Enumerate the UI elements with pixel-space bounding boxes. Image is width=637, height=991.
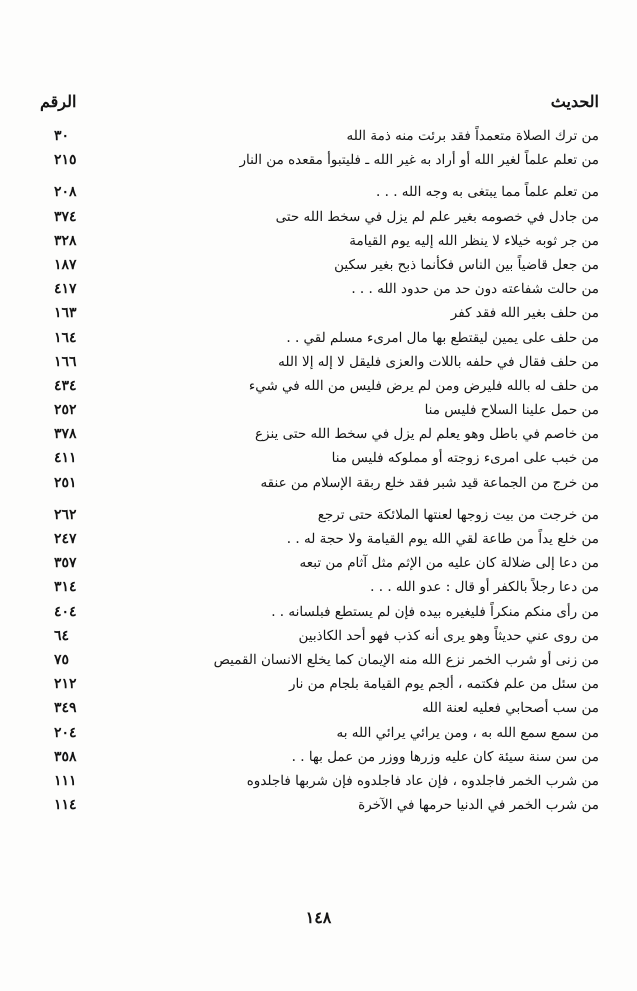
- table-row: [40, 600, 599, 624]
- hadith-text: من سب أصحابي فعليه لعنة الله: [422, 700, 599, 717]
- hadith-text: من تعلم علماً مما يبتغى به وجه الله . . .: [376, 184, 599, 201]
- hadith-number: ٣١٤: [54, 579, 77, 596]
- hadith-number: ١١٤: [54, 797, 77, 814]
- hadith-text: من خبب على امرىء زوجته أو مملوكه فليس منا: [331, 450, 599, 467]
- hadith-text: من شرب الخمر في الدنيا حرمها في الآخرة: [358, 797, 599, 814]
- table-row: [40, 503, 599, 527]
- table-row: [40, 301, 599, 325]
- hadith-text: من زنى أو شرب الخمر نزع الله منه الإيمان كما يخلع الانسان القميص: [213, 651, 599, 668]
- hadith-number: ١٦٣: [54, 305, 77, 322]
- table-row: [40, 769, 599, 793]
- hadith-number: ٢٥١: [54, 474, 77, 491]
- hadith-number: ١٦٤: [54, 329, 77, 346]
- hadith-text: من خرج من الجماعة قيد شبر فقد خلع ربقة الإسلام من عنقه: [260, 474, 599, 491]
- hadith-number: ١٦٦: [54, 353, 77, 370]
- hadith-index-list: [40, 124, 599, 817]
- hadith-text: من سئل من علم فكتمه ، ألجم يوم القيامة بلجام من نار: [288, 676, 599, 693]
- table-row: [40, 672, 599, 696]
- hadith-text: من رأى منكم منكراً فليغيره بيده فإن لم يستطع فبلسانه . .: [271, 603, 599, 620]
- table-row: [40, 575, 599, 599]
- hadith-text: من حلف فقال في حلفه باللات والعزى فليقل لا إله إلا الله: [278, 353, 599, 370]
- hadith-number: ٤٣٤: [54, 377, 77, 394]
- hadith-text: من روى عني حديثاً وهو يرى أنه كذب فهو أحد الكاذبين: [298, 627, 599, 644]
- table-row: [40, 253, 599, 277]
- hadith-text: من خاصم في باطل وهو يعلم لم يزل في سخط الله حتى ينزع: [254, 426, 599, 443]
- table-row: [40, 374, 599, 398]
- hadith-text: من حلف له بالله فليرض ومن لم يرض فليس من الله في شيء: [248, 377, 599, 394]
- hadith-number: ٣٥٧: [54, 555, 77, 572]
- hadith-text: من جعل قاضياً بين الناس فكأنما ذبح بغير سكين: [334, 256, 599, 273]
- hadith-text: من حلف بغير الله فقد كفر: [450, 305, 599, 322]
- hadith-number: ٢٠٨: [54, 184, 77, 201]
- table-row: [40, 350, 599, 374]
- hadith-number: ٣٥٨: [54, 748, 77, 765]
- table-row: [40, 205, 599, 229]
- table-row: [40, 229, 599, 253]
- table-row: [40, 793, 599, 817]
- table-row: [40, 648, 599, 672]
- hadith-text: من حالت شفاعته دون حد من حدود الله . . .: [351, 281, 599, 298]
- table-row: [40, 527, 599, 551]
- table-row: [40, 422, 599, 446]
- table-row: [40, 277, 599, 301]
- hadith-text: من خلع يداً من طاعة لقي الله يوم القيامة ولا حجة له . .: [286, 531, 599, 547]
- table-row: [40, 446, 599, 470]
- table-row: [40, 696, 599, 720]
- table-row: [40, 471, 599, 495]
- hadith-number: ٢١٥: [54, 152, 77, 169]
- table-row: [40, 180, 599, 204]
- hadith-number: ٣٢٨: [54, 232, 77, 249]
- hadith-number: ١١١: [54, 772, 77, 789]
- hadith-number: ٢٥٢: [54, 402, 77, 419]
- hadith-text: من سن سنة سيئة كان عليه وزرها ووزر من عمل بها . .: [291, 748, 599, 765]
- hadith-number: ٢٠٤: [54, 724, 77, 741]
- hadith-text: من ترك الصلاة متعمداً فقد برئت منه ذمة الله: [346, 128, 599, 144]
- hadith-number: ٤١١: [54, 450, 77, 467]
- table-row: [40, 326, 599, 350]
- hadith-number: ٢٤٧: [54, 531, 77, 547]
- hadith-text: من جادل في خصومه بغير علم لم يزل في سخط الله حتى: [275, 208, 599, 225]
- hadith-text: من حلف على يمين ليقتطع بها مال امرىء مسلم لقي . .: [286, 329, 599, 346]
- hadith-number: ١٨٧: [54, 256, 77, 273]
- hadith-number: ٢١٢: [54, 676, 77, 693]
- table-row: [40, 124, 599, 148]
- hadith-number: ٣٤٩: [54, 700, 77, 717]
- hadith-text: من سمع سمع الله به ، ومن يرائي يرائي الله به: [336, 724, 599, 741]
- table-row: [40, 148, 599, 172]
- table-header: [40, 92, 599, 116]
- hadith-number: ٤٠٤: [54, 603, 77, 620]
- hadith-number: ٣٠: [54, 128, 70, 144]
- hadith-number: ٤١٧: [54, 281, 77, 298]
- hadith-number: ٢٦٢: [54, 506, 77, 523]
- hadith-number: ٧٥: [54, 651, 70, 668]
- hadith-text: من تعلم علماً لغير الله أو أراد به غير الله ـ فليتبوأ مقعده من النار: [239, 152, 599, 169]
- hadith-text: من دعا رجلاً بالكفر أو قال : عدو الله . . .: [370, 579, 599, 596]
- table-row: [40, 551, 599, 575]
- table-row: [40, 398, 599, 422]
- header-hadith: الحديث: [550, 92, 599, 111]
- table-row: [40, 745, 599, 769]
- hadith-text: من خرجت من بيت زوجها لعنتها الملائكة حتى ترجع: [317, 506, 599, 523]
- table-row: [40, 624, 599, 648]
- header-number: الرقم: [40, 92, 77, 111]
- hadith-number: ٣٧٤: [54, 208, 77, 225]
- hadith-text: من حمل علينا السلاح فليس منا: [424, 402, 599, 419]
- hadith-text: من شرب الخمر فاجلدوه ، فإن عاد فاجلدوه فإن شربها فاجلدوه: [246, 772, 599, 789]
- hadith-number: ٦٤: [54, 627, 70, 644]
- hadith-text: من دعا إلى ضلالة كان عليه من الإثم مثل آثام من تبعه: [299, 555, 599, 572]
- hadith-text: من جر ثوبه خيلاء لا ينظر الله إليه يوم القيامة: [349, 232, 599, 249]
- hadith-number: ٣٧٨: [54, 426, 77, 443]
- table-row: [40, 721, 599, 745]
- page-number: ١٤٨: [305, 908, 332, 927]
